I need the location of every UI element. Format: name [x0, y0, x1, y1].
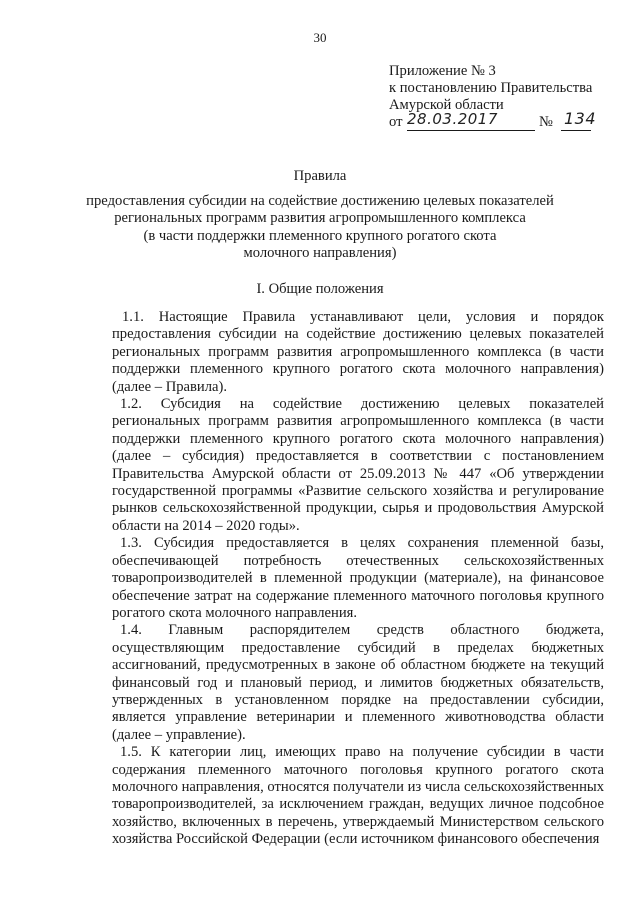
page-number: 30	[313, 30, 327, 45]
document-title	[40, 168, 600, 263]
paragraph-1-4: 1.4. Главным распорядителем средств областного бюджета, осуществляющим предоставление субсидий в пределах бюджетных ассигнований, предусмотренных в законе об областном бюджете на текущий финансовый год и плановый период, и лимитов бюджетных обязательств, утвержденных в установленном порядке на предоставлении субсидии, является управление ветеринарии и племенного животноводства области (далее – управление).	[112, 622, 604, 743]
title-main: Правила	[293, 168, 347, 184]
number-underline	[561, 130, 591, 131]
paragraph-1-5: 1.5. К категории лиц, имеющих право на получение субсидии в части содержания племенного маточного поголовья крупного рогатого скота молочного направления, относятся получатели из числа сельскохозяйственных товаропроизводителей, за исключением граждан, ведущих личное подсобное хозяйство, включенных в перечень, утверждаемый Министерством сельского хозяйства Российской Федерации (если источником финансового обеспечения	[112, 744, 604, 848]
title-line-3: (в части поддержки племенного крупного рогатого скота	[143, 227, 497, 244]
handwritten-number: 134	[564, 109, 597, 128]
appendix-number: Приложение № 3	[389, 63, 496, 79]
section-heading: I. Общие положения	[256, 281, 384, 297]
body-text	[112, 309, 604, 849]
paragraph-1-3: 1.3. Субсидия предоставляется в целях сохранения племенной базы, обеспечивающей потребность отечественных сельскохозяйственных товаропроизводителей в племенной продукции (материале), на финансовое обеспечение затрат на содержание племенного маточного поголовья крупного рогатого скота молочного направления.	[112, 535, 604, 621]
number-prefix: №	[539, 114, 553, 130]
title-line-4: молочного направления)	[243, 245, 397, 261]
appendix-date-row	[389, 109, 629, 132]
paragraph-1-2: 1.2. Субсидия на содействие достижению целевых показателей региональных программ развития агропромышленного комплекса (в части поддержки племенного крупного рогатого скота молочного направления) (далее – субсидия) предоставляется в соответствии с постановлением Правительства Амурской области от 25.09.2013 № 447 «Об утверждении государственной программы «Развитие сельского хозяйства и регулирование рынков сельскохозяйственной продукции, сырья и продовольствия Амурской области на 2014 – 2020 годы».	[112, 396, 604, 534]
paragraph-1-1: 1.1. Настоящие Правила устанавливают цели, условия и порядок предоставления субсидии на содействие достижению целевых показателей региональных программ развития агропромышленного комплекса (в части поддержки племенного крупного рогатого скота молочного направления) (далее – Правила).	[112, 309, 604, 395]
date-prefix: от	[389, 114, 403, 130]
appendix-region: Амурской области	[389, 97, 504, 113]
date-underline	[407, 130, 535, 131]
appendix-resolution: к постановлению Правительства	[389, 80, 593, 96]
appendix-block	[389, 63, 629, 132]
title-line-2: региональных программ развития агропромышленного комплекса	[114, 210, 526, 226]
handwritten-date: 28.03.2017	[407, 110, 498, 128]
title-line-1: предоставления субсидии на содействие достижению целевых показателей	[86, 192, 554, 209]
